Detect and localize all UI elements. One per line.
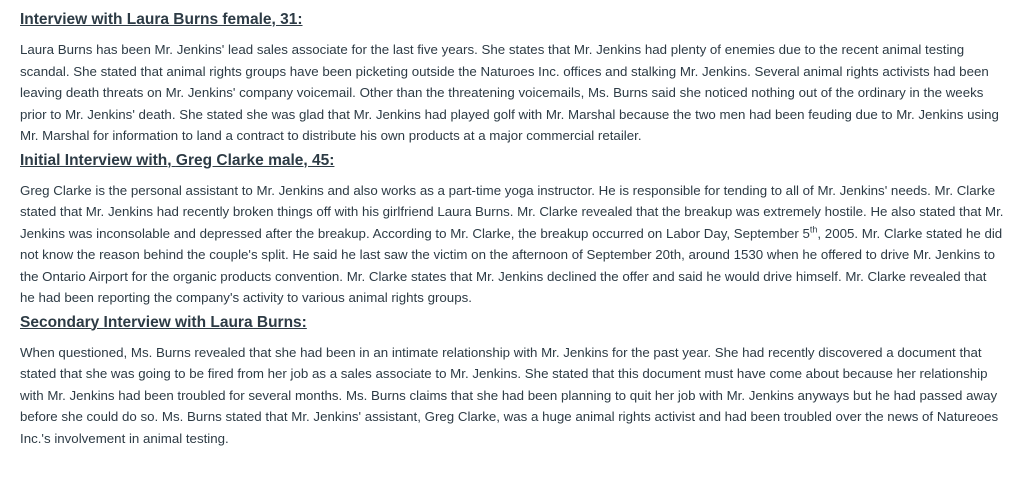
- paragraph-greg-clarke-part2: , 2005. Mr. Clarke stated he did not know the reason behind the couple's split. He said he last saw the victim on the afternoon of September 20th, around 1530 when he offered to drive Mr. Jenkins to the Ontario Airport for the organic products convention. Mr. Clarke states that Mr. Jenkins declined the offer and said he would drive himself. Mr. Clarke revealed that he had been reporting the company's activity to various animal rights groups.: [20, 225, 1003, 305]
- superscript-th: th: [809, 224, 818, 235]
- paragraph-laura-burns-interview: Laura Burns has been Mr. Jenkins' lead sales associate for the last five years. She states that Mr. Jenkins had plenty of enemies due to the recent animal testing scandal. She stated that animal rights groups have been picketing outside the Naturoes Inc. offices and stalking Mr. Jenkins. Several animal rights activists had been leaving death threats on Mr. Jenkins' company voicemail. Other than the threatening voicemails, Ms. Burns said she noticed nothing out of the ordinary in the weeks prior to Mr. Jenkins' death. She stated she was glad that Mr. Jenkins had played golf with Mr. Marshal because the two men had been feuding due to Mr. Jenkins using Mr. Marshal for information to land a contract to distribute his own products at a major commercial retailer.: [20, 42, 999, 143]
- heading-laura-burns-interview: Interview with Laura Burns female, 31:: [20, 11, 303, 28]
- heading-greg-clarke-part2: Greg Clarke male, 45:: [175, 151, 335, 169]
- heading-greg-clarke-interview: [20, 151, 1004, 171]
- heading-greg-clarke-part1: Initial Interview with,: [20, 151, 172, 169]
- paragraph-secondary-interview: When questioned, Ms. Burns revealed that she had been in an intimate relationship with Mr. Jenkins for the past year. She had recently discovered a document that stated that she was going to be fired from her job as a sales associate to Mr. Jenkins. She stated that this document must have come about because her relationship with Mr. Jenkins had been troubled for several months. Ms. Burns claims that she had been planning to quit her job with Mr. Jenkins anyways but he had passed away before she could do so. Ms. Burns stated that Mr. Jenkins' assistant, Greg Clarke, was a huge animal rights activist and had been troubled over the news of Natureoes Inc.'s involvement in animal testing.: [20, 344, 999, 446]
- paragraph-greg-clarke-part1: Greg Clarke is the personal assistant to Mr. Jenkins and also works as a part-time yoga instructor. He is responsible for tending to all of Mr. Jenkins' needs. Mr. Clarke stated that Mr. Jenkins had recently broken things off with his girlfriend Laura Burns. Mr. Clarke revealed that the breakup was extremely hostile. He also stated that Mr. Jenkins was inconsolable and depressed after the breakup. According to Mr. Clarke, the breakup occurred on Labor Day, September 5: [20, 182, 1004, 241]
- paragraph-greg-clarke-interview: [20, 180, 1004, 309]
- heading-secondary-interview: Secondary Interview with Laura Burns:: [20, 313, 307, 331]
